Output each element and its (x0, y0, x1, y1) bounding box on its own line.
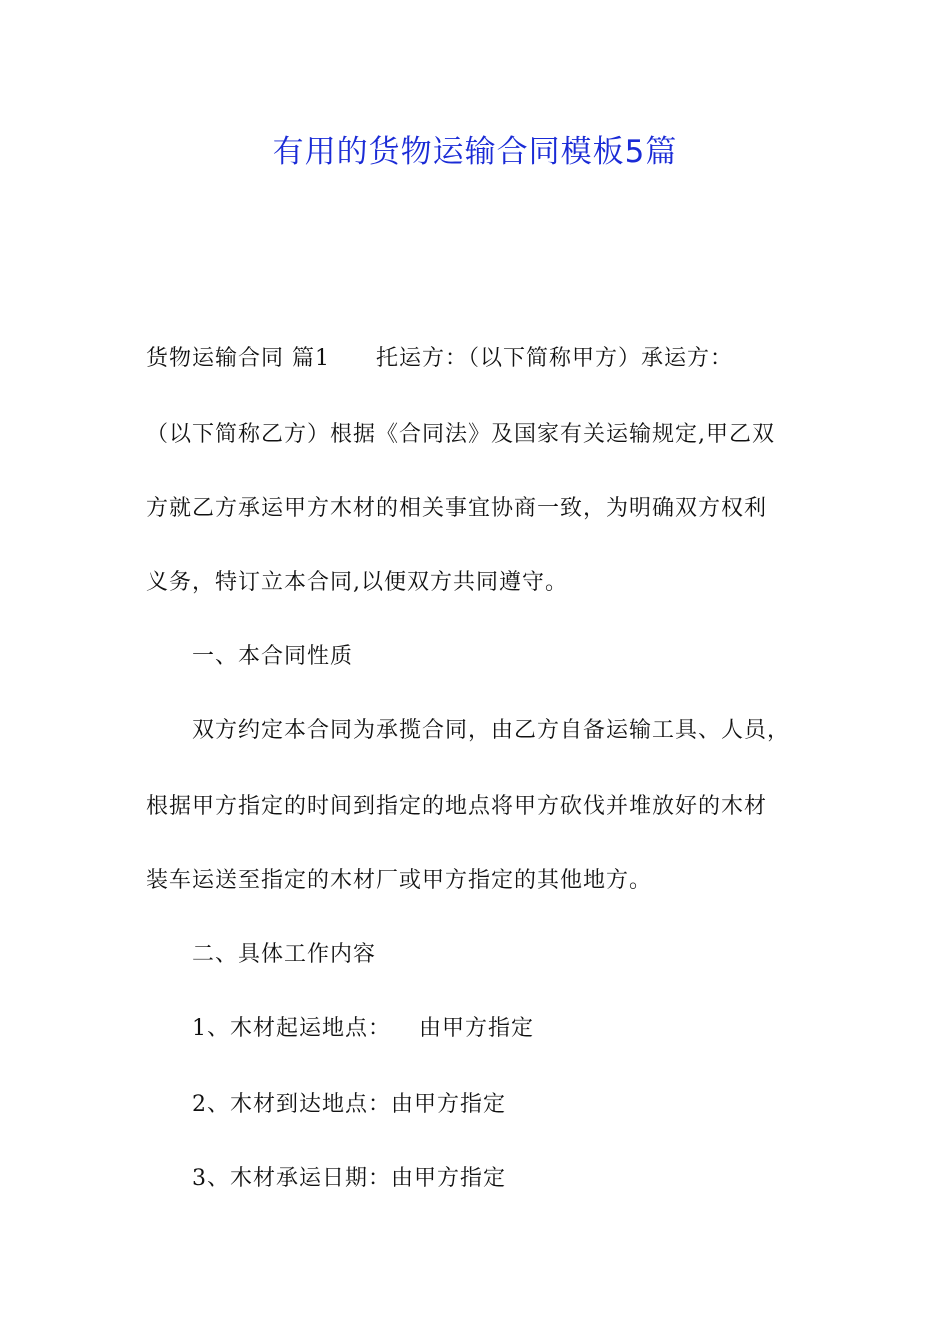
item-value: 由甲方指定 (391, 1166, 507, 1191)
item-label: 2、木材到达地点： (192, 1092, 391, 1117)
list-item (192, 1090, 872, 1120)
list-item (192, 1014, 872, 1044)
item-label: 1、木材起运地点： (192, 1016, 391, 1041)
document-title: 有用的货物运输合同模板5篇 (272, 134, 678, 170)
item-label: 3、木材承运日期： (192, 1166, 391, 1191)
section-2-heading: 二、具体工作内容 (192, 942, 377, 967)
intro-line-1-text: 托运方：（以下简称甲方）承运方： (376, 346, 734, 371)
section-1-line-3: 装车运送至指定的木材厂或甲方指定的其他地方。 (146, 868, 653, 893)
section-1-heading: 一、本合同性质 (192, 644, 354, 669)
intro-line-4: 义务，特订立本合同,以便双方共同遵守。 (146, 570, 568, 595)
intro-line-3: 方就乙方承运甲方木材的相关事宜协商一致，为明确双方权利 (146, 496, 768, 521)
intro-line-1 (146, 344, 826, 374)
list-item (192, 1164, 872, 1194)
item-value: 由甲方指定 (391, 1092, 507, 1117)
section-1-line-1: 双方约定本合同为承揽合同，由乙方自备运输工具、人员， (192, 718, 791, 743)
section-1-line-2: 根据甲方指定的时间到指定的地点将甲方砍伐并堆放好的木材 (146, 794, 768, 819)
intro-line-2: （以下简称乙方）根据《合同法》及国家有关运输规定,甲乙双 (146, 422, 775, 447)
item-value: 由甲方指定 (419, 1016, 535, 1041)
contract-label: 货物运输合同 篇1 (146, 346, 330, 371)
